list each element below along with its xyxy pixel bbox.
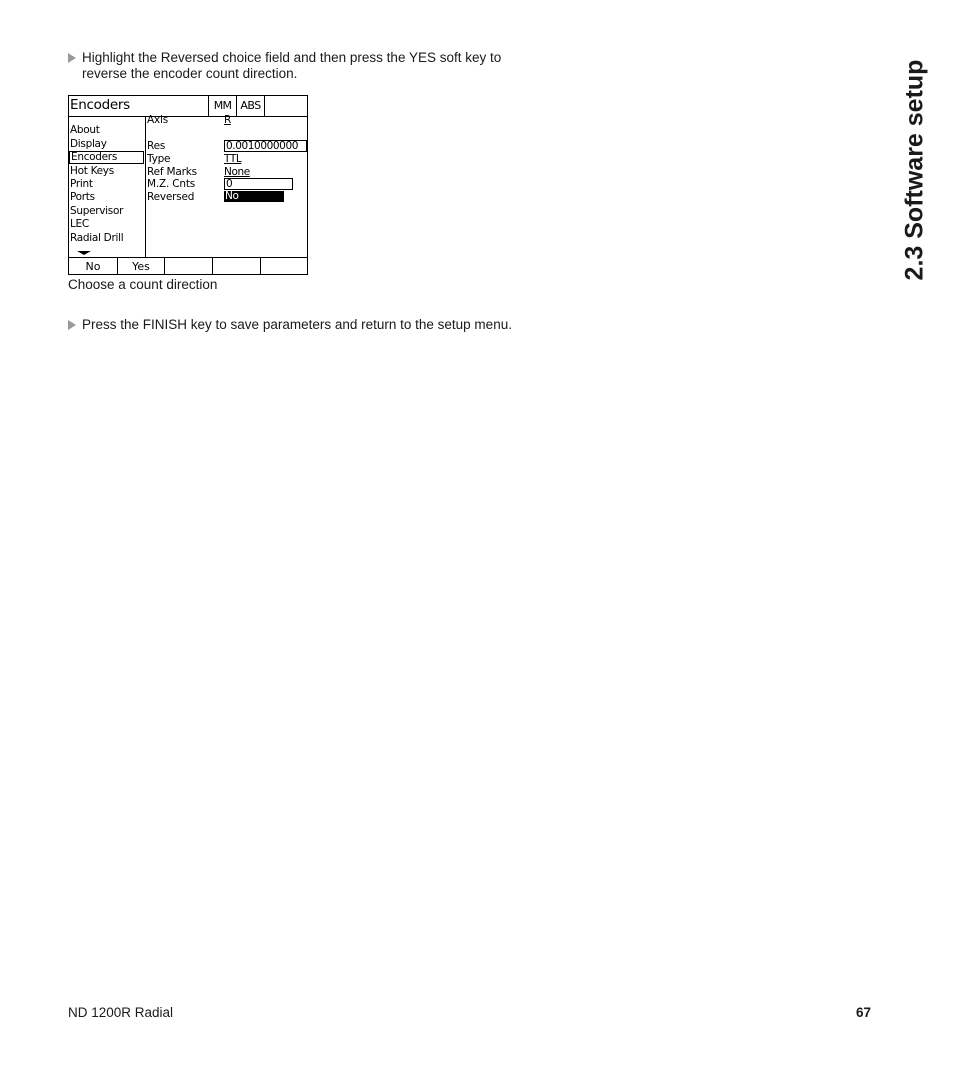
field-value-ref-marks[interactable]: None: [224, 166, 250, 178]
menu-item-display[interactable]: Display: [70, 138, 107, 150]
field-label-ref-marks: Ref Marks: [147, 166, 197, 178]
softkey-5[interactable]: [261, 258, 307, 275]
figure-caption: Choose a count direction: [68, 277, 218, 292]
bullet-arrow-icon: [68, 320, 76, 330]
page-number: 67: [856, 1005, 872, 1020]
field-label-axis: Axis: [147, 114, 168, 126]
field-value-axis[interactable]: R: [224, 114, 231, 126]
field-value-res[interactable]: 0.0010000000: [224, 140, 307, 152]
footer-product: ND 1200R Radial: [68, 1005, 174, 1020]
section-tab: [895, 54, 935, 286]
softkey-yes[interactable]: Yes: [118, 258, 165, 275]
field-label-mz-cnts: M.Z. Cnts: [147, 178, 196, 190]
screen-title: Encoders: [70, 97, 130, 113]
menu-item-ports[interactable]: Ports: [70, 191, 95, 203]
field-value-reversed[interactable]: No: [224, 191, 284, 202]
menu-item-hot-keys[interactable]: Hot Keys: [70, 165, 114, 177]
encoders-screen: [68, 95, 308, 275]
softkey-3[interactable]: [165, 258, 213, 275]
instruction-step-2: [68, 317, 528, 333]
field-value-mz-cnts[interactable]: 0: [224, 178, 293, 190]
section-title: 2.3 Software setup: [900, 59, 929, 281]
setup-menu: [69, 117, 146, 257]
instruction-step-1: [68, 50, 528, 82]
screen-header: [69, 96, 307, 117]
menu-item-encoders[interactable]: Encoders: [69, 151, 144, 164]
bullet-arrow-icon: [68, 53, 76, 63]
unit-indicator: MM: [208, 96, 236, 116]
menu-item-supervisor[interactable]: Supervisor: [70, 205, 124, 217]
instruction-text: Press the FINISH key to save parameters and return to the setup menu.: [82, 317, 512, 332]
softkey-4[interactable]: [213, 258, 261, 275]
mode-indicator: ABS: [236, 96, 265, 116]
softkey-bar: [69, 257, 307, 275]
field-label-res: Res: [147, 140, 166, 152]
menu-item-radial-drill[interactable]: Radial Drill: [70, 232, 124, 244]
softkey-no[interactable]: No: [69, 258, 118, 275]
field-value-type[interactable]: TTL: [224, 153, 242, 165]
menu-item-about[interactable]: About: [70, 124, 100, 136]
menu-item-lec[interactable]: LEC: [70, 218, 89, 230]
menu-item-print[interactable]: Print: [70, 178, 93, 190]
field-label-reversed: Reversed: [147, 191, 195, 203]
scroll-down-arrow-icon[interactable]: [77, 251, 91, 255]
field-label-type: Type: [147, 153, 171, 165]
instruction-text: Highlight the Reversed choice field and then press the YES soft key to reverse the encoder count direction.: [82, 50, 502, 81]
